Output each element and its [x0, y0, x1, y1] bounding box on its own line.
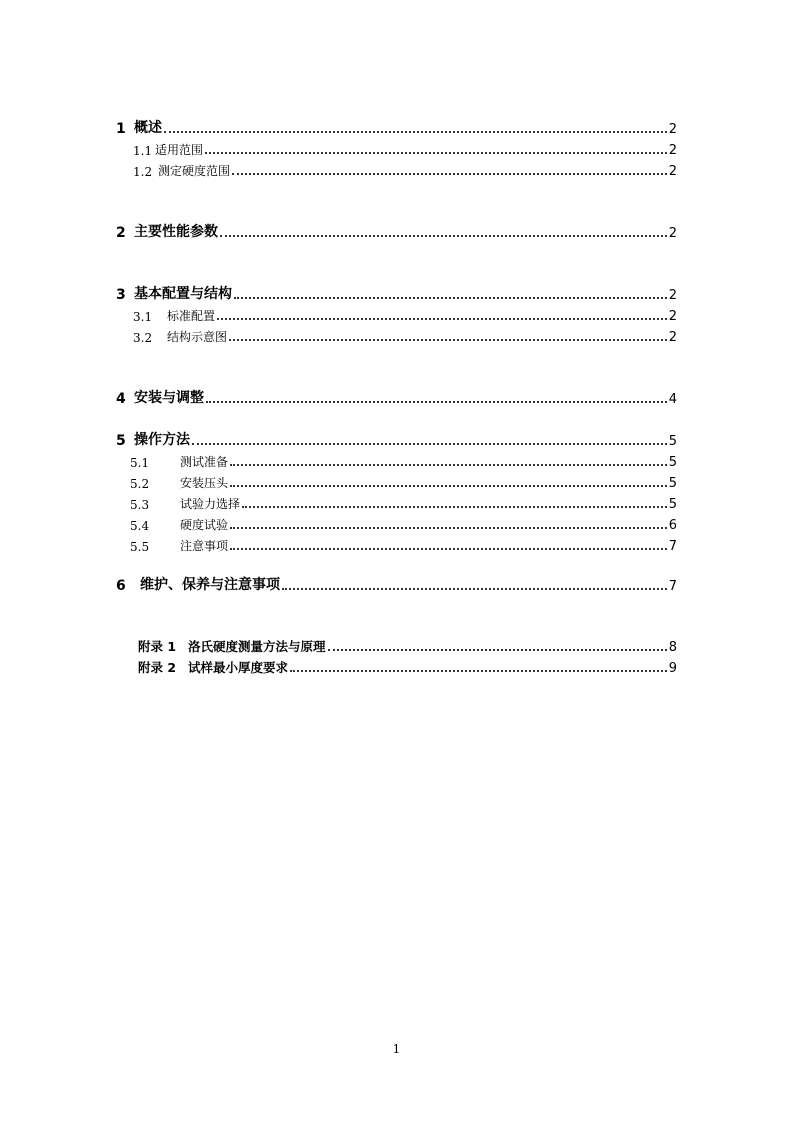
toc-entry-page: 2 — [668, 122, 677, 137]
toc-dot-leader — [206, 401, 667, 403]
toc-dot-leader — [290, 670, 667, 672]
toc-dot-leader — [164, 131, 667, 133]
toc-entry-number: 2 — [116, 225, 126, 241]
toc-dot-leader — [230, 548, 667, 550]
toc-entry-title: 硬度试验 — [180, 518, 229, 532]
toc-entry-title: 概述 — [134, 120, 162, 136]
toc-entry-5-2[interactable] — [130, 471, 677, 491]
toc-entry-number: 3.1 — [133, 310, 153, 324]
toc-entry-page: 6 — [668, 518, 677, 533]
toc-entry-number: 4 — [116, 391, 126, 407]
toc-entry-number: 附录 2 — [138, 660, 177, 675]
toc-entry-appendix-1[interactable] — [138, 635, 677, 655]
toc-dot-leader — [230, 527, 667, 529]
toc-entry-3-1[interactable] — [133, 304, 677, 324]
toc-entry-title: 测试准备 — [180, 455, 229, 469]
toc-entry-number: 6 — [116, 578, 126, 594]
toc-dot-leader — [328, 649, 667, 651]
toc-entry-appendix-2[interactable] — [138, 656, 677, 676]
toc-entry-page: 4 — [668, 392, 677, 407]
toc-entry-number: 1 — [116, 121, 126, 137]
toc-entry-number: 5 — [116, 433, 126, 449]
toc-entry-number: 5.3 — [130, 498, 150, 512]
toc-entry-page: 2 — [668, 309, 677, 324]
toc-dot-leader — [232, 173, 667, 175]
toc-entry-title: 维护、保养与注意事项 — [140, 577, 280, 593]
toc-entry-5-1[interactable] — [130, 450, 677, 470]
toc-entry-page: 7 — [668, 539, 677, 554]
toc-entry-title: 试验力选择 — [180, 497, 241, 511]
toc-entry-number: 1.1 — [133, 144, 153, 158]
toc-entry-5-3[interactable] — [130, 492, 677, 512]
toc-entry-page: 2 — [668, 226, 677, 241]
toc-dot-leader — [230, 485, 667, 487]
toc-entry-1-1[interactable] — [133, 138, 677, 158]
toc-entry-5-4[interactable] — [130, 513, 677, 533]
toc-entry-title: 标准配置 — [167, 309, 216, 323]
toc-entry-1[interactable] — [116, 117, 677, 137]
toc-entry-3-2[interactable] — [133, 325, 677, 345]
toc-dot-leader — [217, 318, 667, 320]
toc-entry-number: 5.1 — [130, 456, 150, 470]
toc-entry-5-5[interactable] — [130, 534, 677, 554]
toc-dot-leader — [230, 464, 667, 466]
toc-entry-page: 5 — [668, 434, 677, 449]
toc-entry-5[interactable] — [116, 429, 677, 449]
toc-entry-1-2[interactable] — [133, 159, 677, 179]
toc-entry-title: 主要性能参数 — [134, 224, 218, 240]
toc-dot-leader — [234, 297, 667, 299]
toc-dot-leader — [192, 443, 667, 445]
toc-entry-title: 安装压头 — [180, 476, 229, 490]
toc-entry-page: 5 — [668, 455, 677, 470]
toc-entry-page: 2 — [668, 330, 677, 345]
toc-entry-title: 基本配置与结构 — [134, 286, 232, 302]
toc-entry-2[interactable] — [116, 221, 677, 241]
toc-entry-number: 5.4 — [130, 519, 150, 533]
toc-entry-number: 3.2 — [133, 331, 153, 345]
toc-dot-leader — [205, 152, 667, 154]
toc-entry-title: 操作方法 — [134, 432, 190, 448]
toc-entry-page: 2 — [668, 143, 677, 158]
toc-dot-leader — [220, 235, 667, 237]
toc-entry-page: 8 — [668, 640, 677, 655]
toc-entry-title: 试样最小厚度要求 — [188, 660, 289, 675]
toc-entry-number: 5.5 — [130, 540, 150, 554]
toc-entry-title: 结构示意图 — [167, 330, 228, 344]
toc-entry-number: 5.2 — [130, 477, 150, 491]
toc-entry-title: 洛氏硬度测量方法与原理 — [188, 639, 326, 654]
toc-dot-leader — [229, 339, 667, 341]
toc-entry-page: 5 — [668, 476, 677, 491]
page-number: 1 — [392, 1042, 401, 1056]
toc-entry-title: 适用范围 — [155, 143, 204, 157]
toc-entry-number: 1.2 — [133, 165, 153, 179]
toc-entry-page: 9 — [668, 661, 677, 676]
toc-entry-title: 注意事项 — [180, 539, 229, 553]
toc-dot-leader — [282, 588, 667, 590]
toc-entry-4[interactable] — [116, 387, 677, 407]
toc-entry-3[interactable] — [116, 283, 677, 303]
toc-dot-leader — [242, 506, 667, 508]
toc-entry-number: 3 — [116, 287, 126, 303]
toc-entry-title: 安装与调整 — [134, 390, 204, 406]
toc-entry-6[interactable] — [116, 574, 677, 594]
toc-entry-page: 2 — [668, 164, 677, 179]
toc-entry-page: 5 — [668, 497, 677, 512]
toc-entry-title: 测定硬度范围 — [158, 164, 231, 178]
toc-entry-page: 2 — [668, 288, 677, 303]
toc-entry-page: 7 — [668, 579, 677, 594]
toc-entry-number: 附录 1 — [138, 639, 177, 654]
